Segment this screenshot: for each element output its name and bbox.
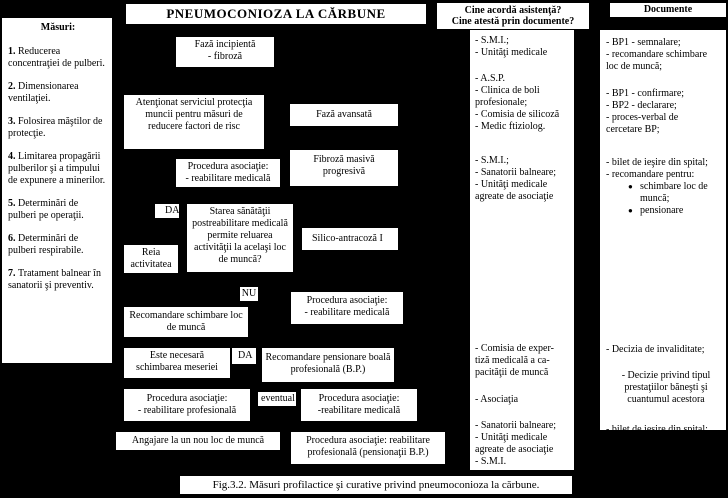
doc-bullet-item: ● pensionare <box>610 205 724 217</box>
doc-block-4: - Decizia de invaliditate; <box>606 344 705 355</box>
figure-caption: Fig.3.2. Măsuri profilactice şi curative privind pneumoconioza la cărbune. <box>180 476 572 494</box>
masuri-item-number: 1. <box>8 46 18 57</box>
masuri-item-number: 3. <box>8 116 18 127</box>
masuri-item-text: Limitarea propagării pulberilor şi a timpului de expunere a minerilor. <box>8 151 106 186</box>
starea-sanatatii-decision: Starea sănătăţii postreabilitare medicală permite reluarea activităţii la acelaşi loc de muncă? <box>187 204 293 272</box>
doc-block-2: - BP1 - confirmare; - BP2 - declarare; - proces-verbal de cercetare BP; <box>606 88 685 135</box>
doc-block-3: - bilet de ieşire din spital; - recomandare pentru: <box>606 157 708 180</box>
masuri-item <box>8 81 108 105</box>
este-necesara-box: Este necesară schimbarea meseriei <box>124 348 230 378</box>
procedura-reabilitare-profesionala: Procedura asociaţie: - reabilitare profesională <box>124 389 250 421</box>
recomandare-pensionare-box: Recomandare pensionare boală profesională (B.P.) <box>262 348 394 382</box>
atentionat-box: Atenţionat serviciul protecţia muncii pentru măsuri de reducere factori de risc <box>124 95 264 149</box>
cine-block-4: - Comisia de exper- tiză medicală a ca- pacităţii de muncă <box>475 343 554 378</box>
procedura-reabilitare-medicala-3: Procedura asociaţie: -reabilitare medicală <box>301 389 417 421</box>
cine-block-6: - Sanatorii balneare; - Unităţi medicale agreate de asociaţie - S.M.I. <box>475 420 557 467</box>
masuri-item <box>8 151 108 187</box>
documente-header: Documente <box>610 3 726 17</box>
faza-avansata-box: Fază avansată <box>290 104 398 126</box>
masuri-item-text: Dimensionarea ventilaţiei. <box>8 81 79 104</box>
eventual-label: eventual <box>258 392 296 406</box>
doc-bullet-item: ● schimbare loc de muncă; <box>610 181 724 205</box>
cine-header: Cine acordă asistenţă? Cine atestă prin documente? <box>437 3 589 29</box>
diagram-title: PNEUMOCONIOZA LA CĂRBUNE <box>126 4 426 24</box>
nu-label: NU <box>241 288 257 299</box>
doc-block-1: - BP1 - semnalare; - recomandare schimbare loc de muncă; <box>606 37 708 72</box>
doc-block-6: - bilet de ieşire din spital; <box>606 424 708 435</box>
masuri-item-text: Determinări de pulberi respirabile. <box>8 233 84 256</box>
masuri-header: Măsuri: <box>40 22 76 33</box>
cine-block-5: - Asociaţia <box>475 394 519 405</box>
fibroza-masiva-box: Fibroză masivă progresivă <box>290 150 398 186</box>
masuri-item-text: Folosirea măştilor de protecţie. <box>8 116 103 139</box>
recomandare-schimbare-box: Recomandare schimbare loc de muncă <box>124 307 248 337</box>
masuri-item-number: 4. <box>8 151 18 162</box>
masuri-panel <box>2 18 112 363</box>
procedura-reabilitare-medicala-1: Procedura asociaţie: - reabilitare medicală <box>176 159 280 187</box>
masuri-item-number: 2. <box>8 81 18 92</box>
procedura-reabilitare-medicala-2: Procedura asociaţie: - reabilitare medicală <box>291 292 403 324</box>
silico-antracoza-box: Silico-antracoză I <box>302 228 398 250</box>
masuri-item <box>8 233 108 257</box>
cine-block-1: - S.M.I.; - Unităţi medicale <box>475 35 548 58</box>
doc-block-5: - Decizie privind tipul prestaţiilor băneşti şi cuantumul acestora <box>621 370 711 405</box>
masuri-item <box>8 268 108 292</box>
masuri-list <box>8 46 108 292</box>
angajare-box: Angajare la un nou loc de muncă <box>116 432 280 450</box>
masuri-item-number: 7. <box>8 268 18 279</box>
cine-block-3: - S.M.I.; - Sanatorii balneare; - Unităţi medicale agreate de asociaţie <box>475 155 557 202</box>
doc-bullets <box>610 181 724 217</box>
masuri-item-text: Reducerea concentraţiei de pulberi. <box>8 46 105 69</box>
masuri-item <box>8 46 108 70</box>
masuri-item <box>8 116 108 140</box>
masuri-item-text: Tratament balnear în sanatorii şi preventiv. <box>8 268 101 291</box>
reia-activitatea-box: Reia activitatea <box>124 245 178 273</box>
da-label-2: DA <box>232 348 256 364</box>
da-label-1: DA <box>155 204 179 218</box>
masuri-item <box>8 198 108 222</box>
masuri-item-number: 6. <box>8 233 18 244</box>
procedura-pensionati-box: Procedura asociaţie: reabilitare profesională (pensionaţii B.P.) <box>291 432 445 464</box>
cine-block-2: - A.S.P. - Clinica de boli profesionale; - Comisia de silicoză - Medic ftiziolog. <box>475 73 560 132</box>
masuri-item-text: Determinări de pulberi pe operaţii. <box>8 198 84 221</box>
masuri-item-number: 5. <box>8 198 18 209</box>
faza-incipienta-box: Fază incipientă - fibroză <box>176 37 274 67</box>
